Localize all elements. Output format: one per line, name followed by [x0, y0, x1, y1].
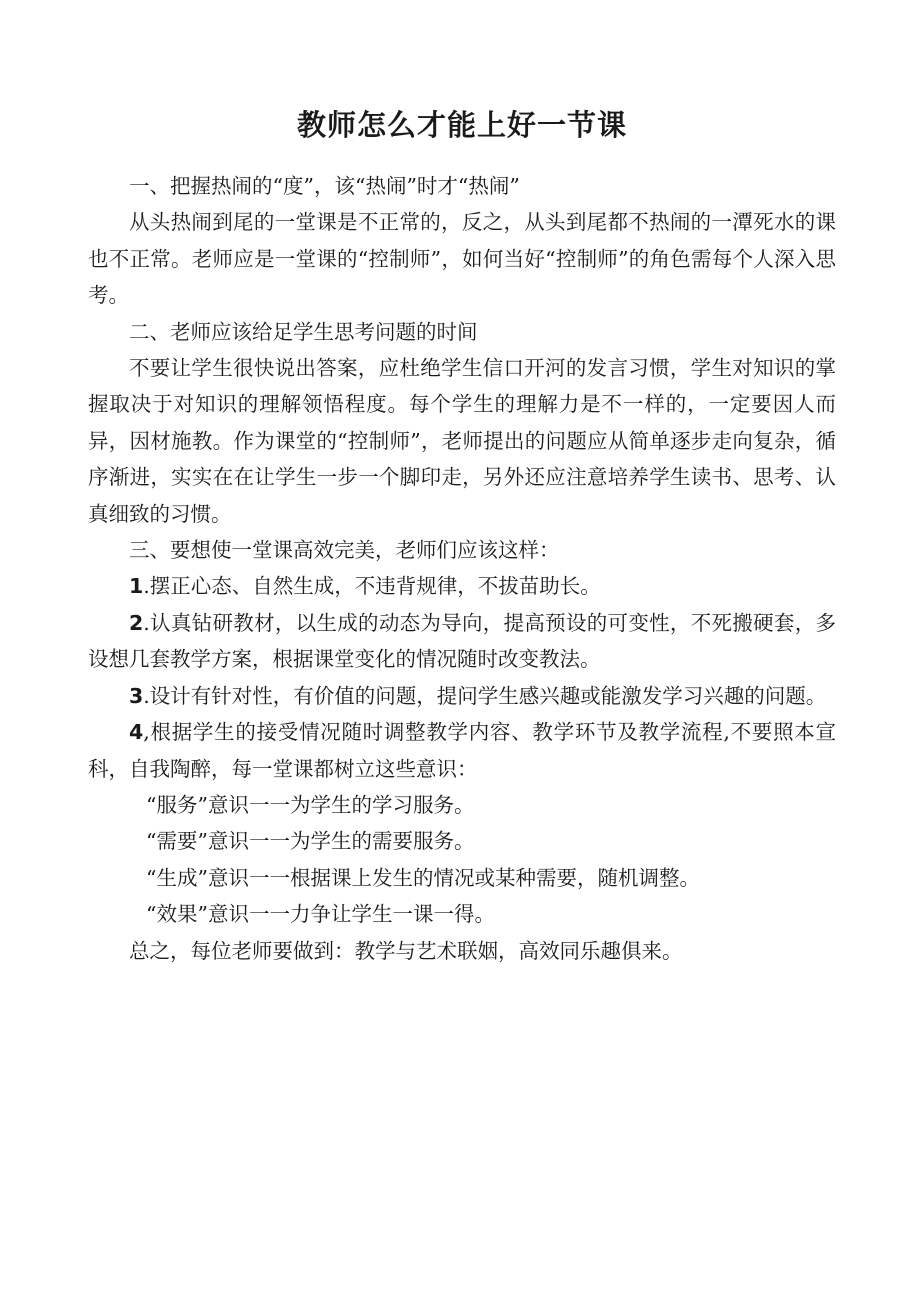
numbered-item-4 [88, 714, 836, 787]
document-title: 教师怎么才能上好一节课 [296, 108, 627, 142]
numbered-item-2 [88, 605, 836, 678]
item-number: 3 [129, 683, 144, 708]
section-heading-2: 二、老师应该给足学生思考问题的时间 [129, 319, 478, 344]
numbered-item-1 [88, 568, 836, 604]
awareness-line-2: “需要”意识一一为学生的需要服务。 [146, 829, 475, 854]
section-heading-3: 三、要想使一堂课高效完美，老师们应该这样： [129, 538, 560, 563]
item-number: 4 [129, 720, 144, 745]
item-number: 1 [129, 574, 144, 599]
item-text: ,根据学生的接受情况随时调整教学内容、教学环节及教学流程,不要照本宣科，自我陶醉，每一堂课都树立这些意识： [88, 720, 836, 781]
paragraph-2: 不要让学生很快说出答案，应杜绝学生信口开河的发言习惯，学生对知识的掌握取决于对知识的理解领悟程度。每个学生的理解力是不一样的，一定要因人而异，因材施教。作为课堂的“控制师”，老师提出的问题应从简单逐步走向复杂，循序渐进，实实在在让学生一步一个脚印走，另外还应注意培养学生读书、思考、认真细致的习惯。 [88, 356, 836, 526]
awareness-line-1: “服务”意识一一为学生的学习服务。 [146, 792, 475, 817]
paragraph-1: 从头热闹到尾的一堂课是不正常的，反之，从头到尾都不热闹的一潭死水的课也不正常。老师应是一堂课的“控制师”，如何当好“控制师”的角色需每个人深入思考。 [88, 210, 836, 308]
awareness-line-3: “生成”意识一一根据课上发生的情况或某种需要，随机调整。 [146, 865, 700, 890]
conclusion-paragraph: 总之，每位老师要做到：教学与艺术联姻，高效同乐趣俱来。 [129, 938, 683, 963]
item-text: .设计有针对性，有价值的问题，提问学生感兴趣或能激发学习兴趣的问题。 [143, 683, 827, 708]
awareness-line-4: “效果”意识一一力争让学生一课一得。 [146, 902, 495, 927]
numbered-item-3 [88, 678, 836, 714]
item-text: .摆正心态、自然生成，不违背规律，不拔苗助长。 [143, 574, 601, 599]
item-number: 2 [129, 610, 144, 635]
item-text: .认真钻研教材，以生成的动态为导向，提高预设的可变性，不死搬硬套，多设想几套教学方案，根据课堂变化的情况随时改变教法。 [88, 610, 836, 672]
section-heading-1: 一、把握热闹的“度”，该“热闹”时才“热闹” [129, 174, 520, 198]
document-page [88, 100, 836, 969]
